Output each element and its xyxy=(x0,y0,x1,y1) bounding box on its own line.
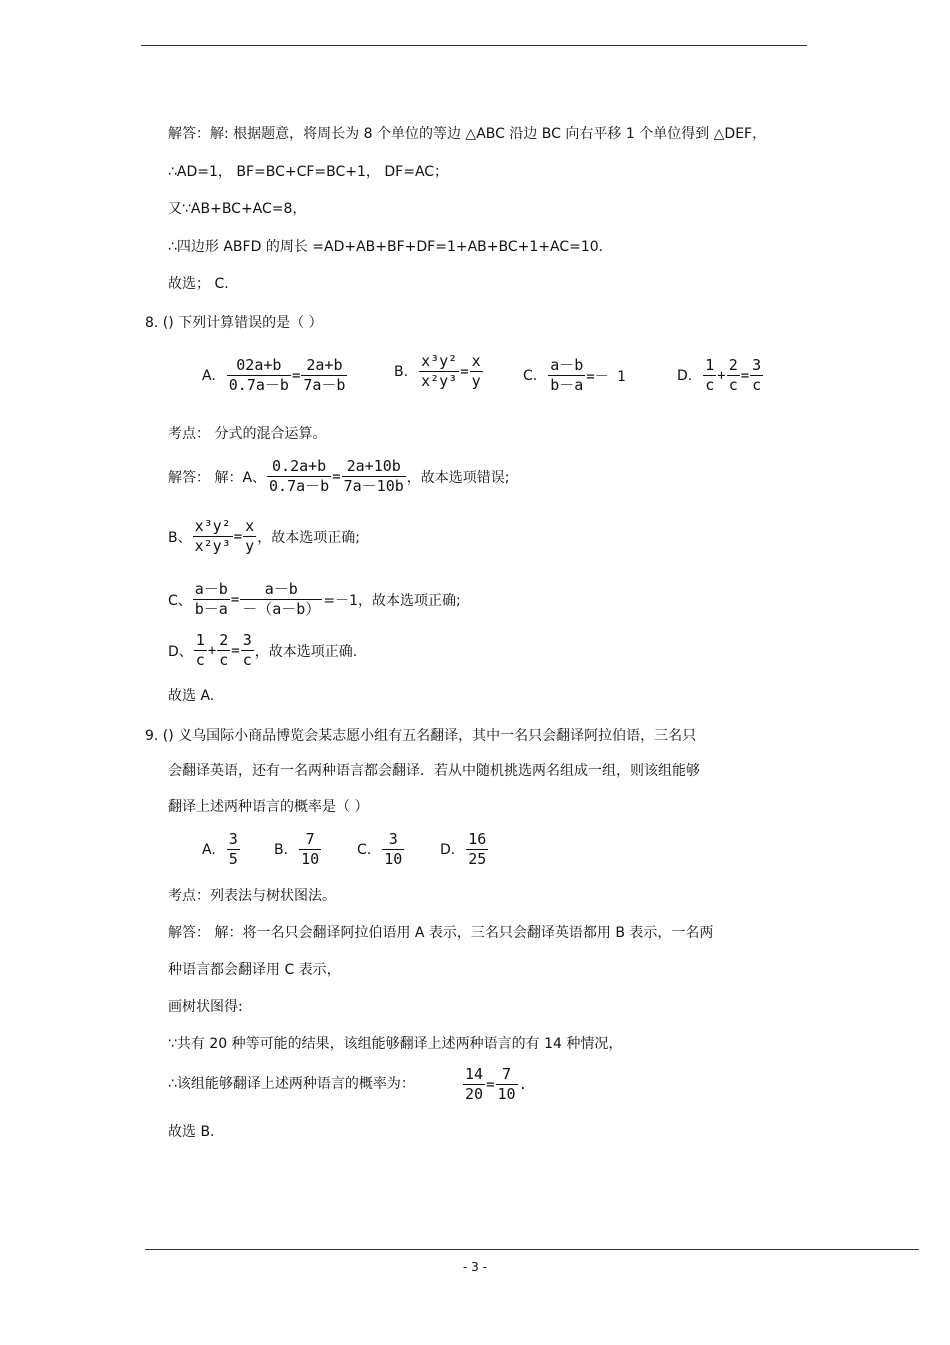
fraction: $\frac{a-b}{b-a}$ xyxy=(550,356,584,394)
option-label: B. xyxy=(274,841,289,858)
q8-solution-b: B、 $\frac{\text{x³y²}}{\text{x²y³}}$ = $\frac{x}{y}$ ，故本选项正确; xyxy=(168,517,360,555)
fraction: $\frac{1}{c}$ xyxy=(705,356,715,394)
fraction: $\frac{7}{10}$ xyxy=(301,830,320,868)
fraction: $\frac{3}{5}$ xyxy=(228,830,238,868)
q9-solution-line-5-label: ∴该组能够翻译上述两种语言的概率为： xyxy=(168,1076,415,1092)
fraction: $\frac{\text{x³y²}}{\text{x²y³}}$ xyxy=(194,517,231,555)
q8-solution-c: C、 $\frac{a-b}{b-a}$ = $\frac{a-b}{-(a-b)}$ =－1，故本选项正确; xyxy=(168,580,461,618)
option-label: A. xyxy=(202,367,216,384)
q9-option-c xyxy=(357,830,405,869)
q8-option-b xyxy=(394,352,484,391)
q7-answer: 故选； C. xyxy=(168,276,229,292)
option-label: A. xyxy=(202,841,216,858)
q9-answer: 故选 B. xyxy=(168,1124,215,1140)
q9-solution-line-2: 种语言都会翻译用 C 表示， xyxy=(168,962,341,978)
q9-solution-line-4: ∵共有 20 种等可能的结果，该组能够翻译上述两种语言的有 14 种情况， xyxy=(168,1036,623,1052)
q7-solution-line-1: 解答：解: 根据题意，将周长为 8 个单位的等边 △ABC 沿边 BC 向右平移 1 个单位得到 △DEF， xyxy=(168,126,767,142)
q7-solution-line-4: ∴四边形 ABFD 的周长 =AD+AB+BF+DF=1+AB+BC+1+AC=10. xyxy=(168,239,604,255)
q8-option-c xyxy=(523,356,626,395)
q8-answer: 故选 A. xyxy=(168,688,215,704)
equals-sign: = xyxy=(230,591,240,608)
q8-kaodian: 考点： 分式的混合运算。 xyxy=(168,426,327,442)
q8-stem: 8. () 下列计算错误的是（ ） xyxy=(145,315,323,331)
q9-option-a xyxy=(202,830,241,869)
fraction: $\frac{x}{y}$ xyxy=(471,352,481,390)
fraction: $\frac{2}{c}$ xyxy=(219,631,229,669)
period: . xyxy=(518,1076,527,1093)
q7-solution-line-3: 又∵AB+BC+AC=8， xyxy=(168,201,307,217)
footer-rule xyxy=(145,1249,919,1250)
q7-solution-line-2: ∴AD=1， BF=BC+CF=BC+1， DF=AC； xyxy=(168,164,449,180)
fraction: $\frac{0.2a+b}{0.7a-b}$ xyxy=(269,457,330,495)
q9-stem-line-2: 会翻译英语，还有一名两种语言都会翻译．若从中随机挑选两名组成一组，则该组能够 xyxy=(168,763,700,779)
q8-solution-d: D、 $\frac{1}{c}$ + $\frac{2}{c}$ = $\frac{3}{c}$ ，故本选项正确. xyxy=(168,631,358,669)
page-number: - 3 - xyxy=(463,1260,487,1274)
q8-solution-a: 解答： 解：A、 $\frac{0.2a+b}{0.7a-b}$ = $\frac{2a+10b}{7a-10b}$ ，故本选项错误; xyxy=(168,457,510,495)
equals-sign: = xyxy=(231,642,240,659)
option-label: D. xyxy=(677,367,693,384)
fraction: $\frac{\text{x³y²}}{\text{x²y³}}$ xyxy=(421,352,458,390)
fraction: $\frac{3}{c}$ xyxy=(752,356,762,394)
equals-minus-one: =－ 1 xyxy=(586,368,626,385)
fraction: $\frac{1}{c}$ xyxy=(195,631,205,669)
fraction: $\frac{x}{y}$ xyxy=(245,517,255,555)
fraction: $\frac{a-b}{b-a}$ xyxy=(194,580,228,618)
option-label: C. xyxy=(357,841,372,858)
q9-kaodian: 考点：列表法与树状图法。 xyxy=(168,888,336,904)
equals-sign: = xyxy=(291,367,301,384)
fraction: $\frac{16}{25}$ xyxy=(468,830,487,868)
fraction: $\frac{7}{10}$ xyxy=(497,1065,516,1103)
equals-sign: = xyxy=(233,528,243,545)
q8-option-d xyxy=(677,356,764,395)
q9-solution-line-3: 画树状图得: xyxy=(168,999,243,1015)
fraction: $\frac{02a+b}{0.7a-b}$ xyxy=(228,356,289,394)
q9-option-b xyxy=(274,830,322,869)
q8-option-a xyxy=(202,356,348,395)
q9-probability-expression xyxy=(462,1065,527,1104)
q9-stem-line-1: 9. () 义乌国际小商品博览会某志愿小组有五名翻译，其中一名只会翻译阿拉伯语，三名只 xyxy=(145,728,697,744)
plus-sign: + xyxy=(207,642,217,659)
fraction: $\frac{14}{20}$ xyxy=(465,1065,484,1103)
equals-sign: = xyxy=(332,468,341,485)
q9-option-d xyxy=(440,830,489,869)
fraction: $\frac{3}{c}$ xyxy=(242,631,252,669)
fraction: $\frac{a-b}{-(a-b)}$ xyxy=(242,580,321,618)
fraction: $\frac{2a+10b}{7a-10b}$ xyxy=(343,457,404,495)
plus-sign: + xyxy=(717,367,726,384)
option-label: B. xyxy=(394,363,409,380)
equals-sign: = xyxy=(460,363,469,380)
fraction: $\frac{3}{10}$ xyxy=(384,830,403,868)
equals-sign: = xyxy=(740,367,750,384)
option-label: C. xyxy=(523,367,538,384)
fraction: $\frac{2}{c}$ xyxy=(728,356,738,394)
q9-stem-line-3: 翻译上述两种语言的概率是（ ） xyxy=(168,799,369,815)
q9-solution-line-1: 解答： 解：将一名只会翻译阿拉伯语用 A 表示，三名只会翻译英语都用 B 表示，一名两 xyxy=(168,925,714,941)
fraction: $\frac{2a+b}{7a-b}$ xyxy=(303,356,346,394)
header-rule xyxy=(141,45,807,46)
option-label: D. xyxy=(440,841,456,858)
equals-sign: = xyxy=(486,1076,495,1093)
